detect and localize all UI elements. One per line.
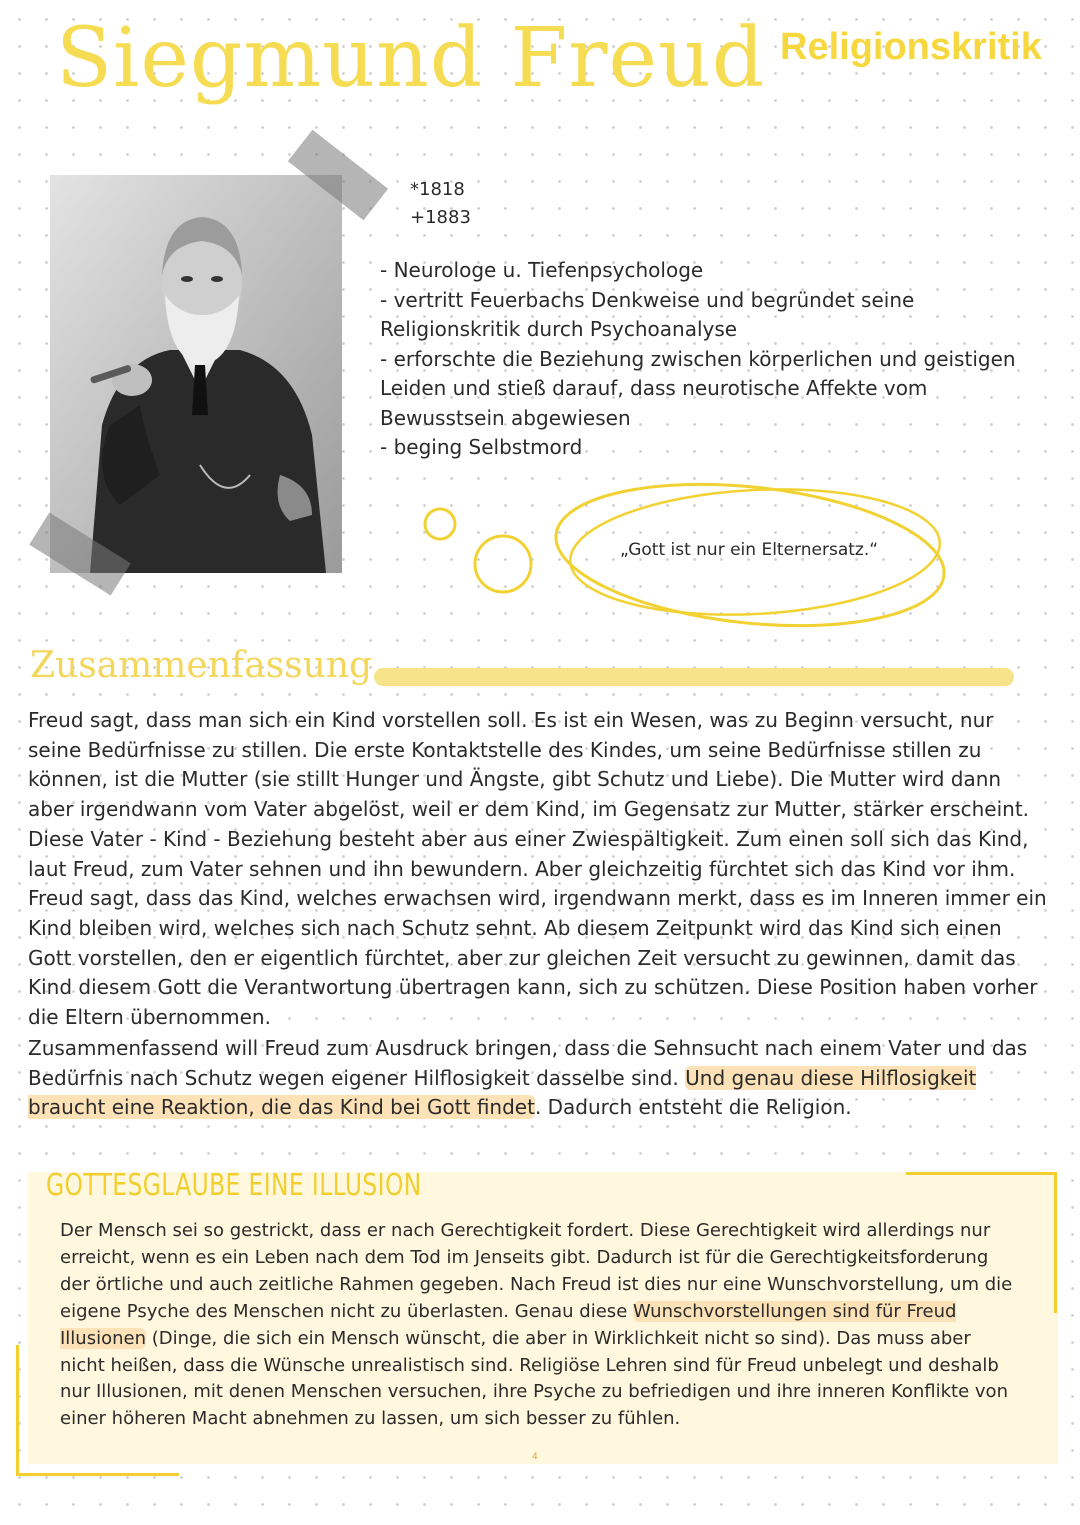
- highlighted-text: Und genau diese Hilflosigkeit braucht eine Reaktion, die das Kind bei Gott findet: [28, 1065, 977, 1120]
- bio-item: - erforschte die Beziehung zwischen körperlichen und geistigen Leiden und stieß darauf, dass neurotische Affekte vom Bewusstsein abgewiesen: [380, 346, 1016, 430]
- summary-heading: Zusammenfassung: [30, 645, 373, 686]
- life-dates: [410, 176, 471, 232]
- summary-conclusion: [28, 1034, 1048, 1123]
- illusion-text-end: (Dinge, die sich ein Mensch wünscht, die aber in Wirklichkeit nicht so sind). Das muss aber nicht heißen, dass die Wünsche unrealistisch sind. Religiöse Lehren sind für Freud unbelegt und deshalb nur Illusionen, mit denen Menschen versuchen, ihre Psyche zu befriedigen und ihre inneren Konflikte von einer höheren Macht abnehmen zu lassen, um sich besser zu fühlen.: [60, 1327, 1008, 1430]
- death-year: +1883: [410, 207, 471, 228]
- quote-text: „Gott ist nur ein Elternersatz.“: [620, 540, 879, 560]
- conclusion-text: Zusammenfassend will Freud zum Ausdruck bringen, dass die Sehnsucht nach einem Vater und das Bedürfnis nach Schutz wegen eigener Hilflosigkeit dasselbe sind.: [28, 1036, 1028, 1090]
- heading-underline: [374, 668, 1014, 686]
- bio-item: - vertritt Feuerbachs Denkweise und begründet seine Religionskritik durch Psychoanalyse: [380, 287, 915, 341]
- highlighted-text: Wunschvorstellungen sind für Freud Illusionen: [60, 1300, 957, 1349]
- illusion-text: [60, 1218, 1020, 1433]
- subject-label: Religionskritik: [780, 26, 1042, 68]
- portrait-illustration: [50, 175, 342, 573]
- illusion-text-start: Der Mensch sei so gestrickt, dass er nach Gerechtigkeit fordert. Diese Gerechtigkeit wird allerdings nur erreicht, wenn es ein Leben nach dem Tod im Jenseits gibt. Dadurch ist für die Gerechtigkeitsforderung der örtliche und auch zeitliche Rahmen gegeben. Nach Freud ist dies nur eine Wunschvorstellung, um die eigene Psyche des Menschen nicht zu überlasten. Genau diese: [60, 1220, 1013, 1322]
- conclusion-end: . Dadurch entsteht die Religion.: [534, 1095, 852, 1120]
- portrait-photo: [50, 175, 342, 573]
- portrait-image: [50, 175, 342, 573]
- birth-year: *1818: [410, 179, 465, 200]
- page-title: Siegmund Freud: [56, 11, 766, 106]
- summary-paragraph: Freud sagt, dass man sich ein Kind vorstellen soll. Es ist ein Wesen, was zu Beginn versucht, nur seine Bedürfnisse zu stillen. Die erste Kontaktstelle des Kindes, um seine Bedürfnisse stillen zu können, ist die Mutter (sie stillt Hunger und Ängste, gibt Schutz und Liebe). Die Mutter wird dann aber irgendwann vom Vater abgelöst, weil er dem Kind, im Gegensatz zur Mutter, stärker erscheint. Diese Vater - Kind - Beziehung besteht aber aus einer Zwiespältigkeit. Zum einen soll sich das Kind, laut Freud, zum Vater sehnen und ihn bewundern. Aber gleichzeitig fürchtet sich das Kind vor ihm. Freud sagt, dass das Kind, welches erwachsen wird, irgendwann merkt, dass es im Inneren immer ein Kind bleiben wird, welches sich nach Schutz sehnt. Ab diesem Zeitpunkt wird das Kind sich einen Gott vorstellen, den er eigentlich fürchtet, aber zur gleichen Zeit versucht zu gewinnen, damit das Kind diesem Gott die Verantwortung übertragen kann, sich zu schützen. Diese Position haben vorher die Eltern übernommen.: [28, 708, 1047, 1030]
- bio-list: [380, 256, 1050, 463]
- illusion-heading: GOTTESGLAUBE EINE ILLUSION: [46, 1168, 422, 1203]
- page-number: 4: [532, 1452, 538, 1462]
- bio-item: - beging Selbstmord: [380, 435, 583, 459]
- bio-item: - Neurologe u. Tiefenpsychologe: [380, 258, 704, 282]
